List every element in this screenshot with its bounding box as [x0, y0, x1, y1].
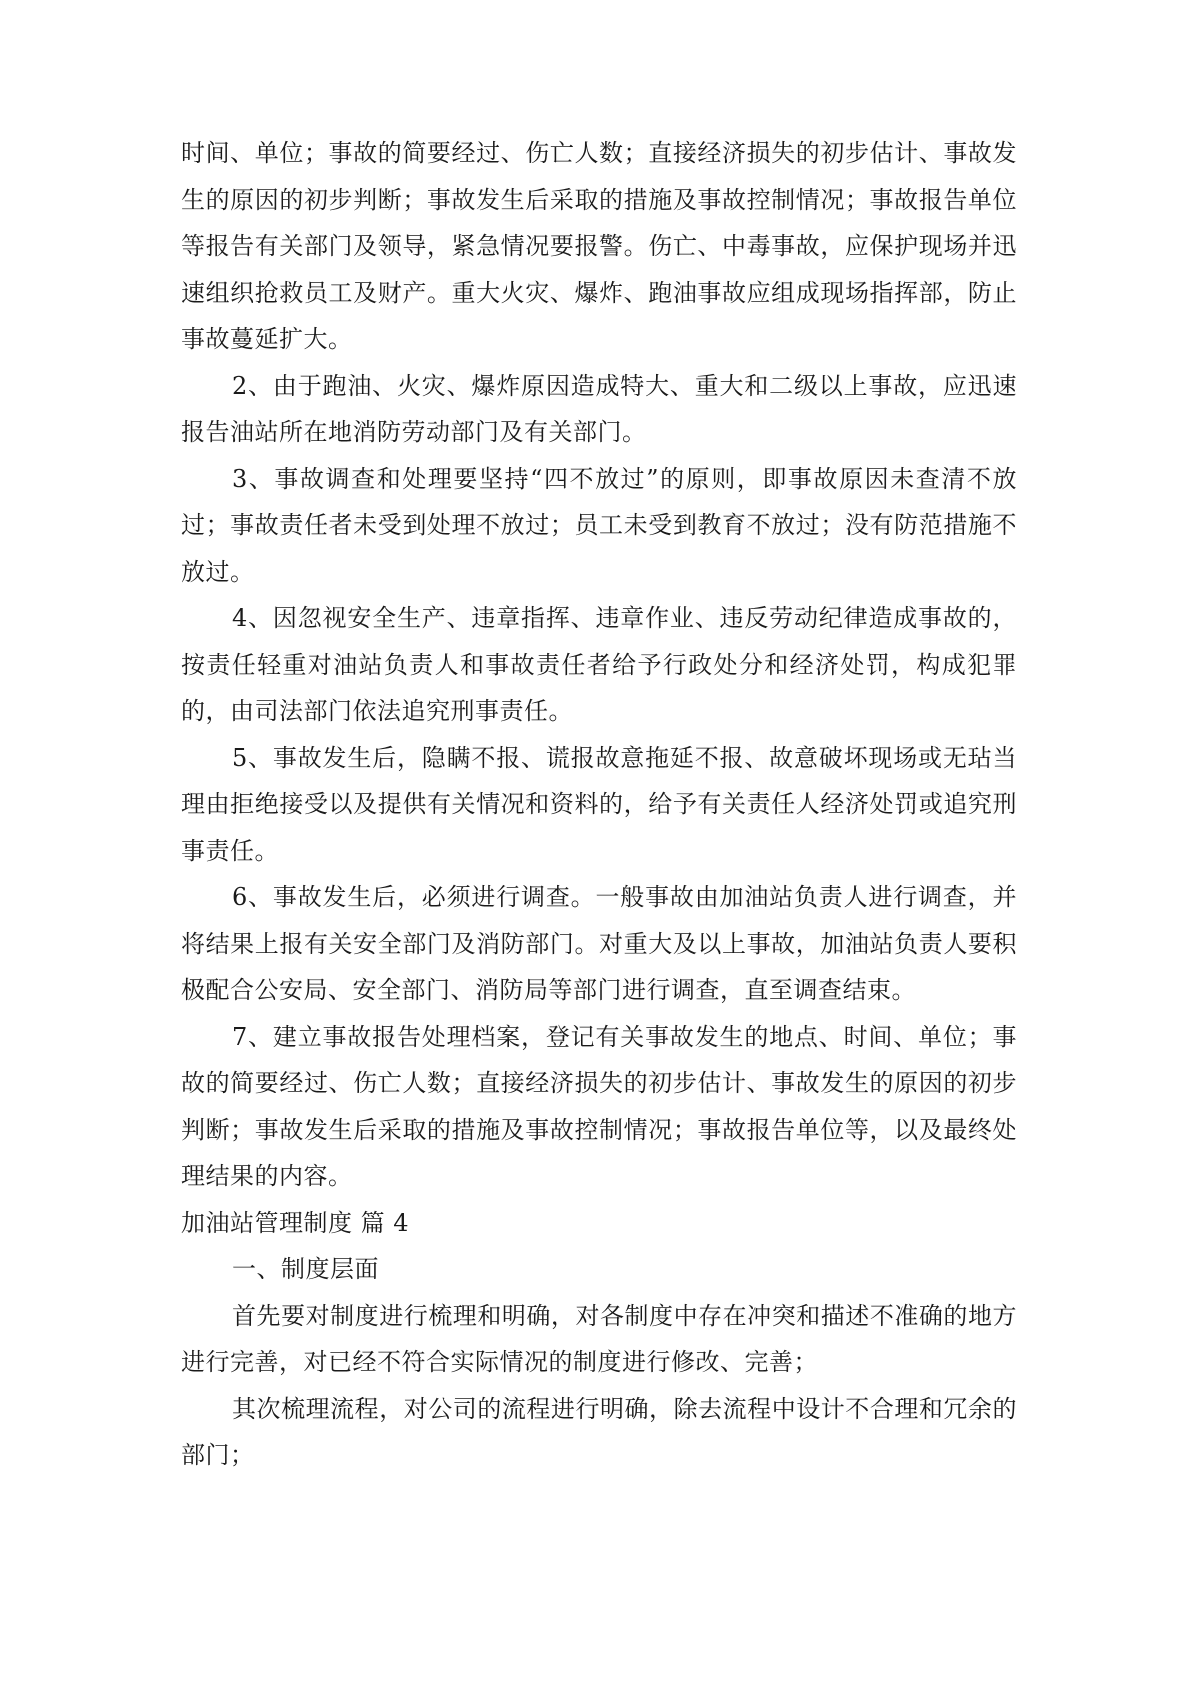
paragraph-item-2: 2、由于跑油、火灾、爆炸原因造成特大、重大和二级以上事故，应迅速报告油站所在地消防劳动部门及有关部门。 — [181, 371, 1017, 446]
paragraph-second: 其次梳理流程，对公司的流程进行明确，除去流程中设计不合理和冗余的部门； — [181, 1394, 1017, 1469]
document-body — [181, 130, 1017, 1479]
section-title: 加油站管理制度 篇 4 — [181, 1208, 410, 1237]
paragraph-item-4: 4、因忽视安全生产、违章指挥、违章作业、违反劳动纪律造成事故的，按责任轻重对油站负责人和事故责任者给予行政处分和经济处罚，构成犯罪的，由司法部门依法追究刑事责任。 — [181, 604, 1017, 725]
subsection-title: 一、制度层面 — [232, 1255, 379, 1283]
paragraph-item-7: 7、建立事故报告处理档案，登记有关事故发生的地点、时间、单位；事故的简要经过、伤亡人数；直接经济损失的初步估计、事故发生的原因的初步判断；事故发生后采取的措施及事故控制情况；事故报告单位等，以及最终处理结果的内容。 — [181, 1022, 1017, 1190]
paragraph-first: 首先要对制度进行梳理和明确，对各制度中存在冲突和描述不准确的地方进行完善，对已经不符合实际情况的制度进行修改、完善； — [181, 1301, 1017, 1376]
paragraph-item-6: 6、事故发生后，必须进行调查。一般事故由加油站负责人进行调查，并将结果上报有关安全部门及消防部门。对重大及以上事故，加油站负责人要积极配合公安局、安全部门、消防局等部门进行调查，直至调查结束。 — [181, 883, 1017, 1004]
paragraph-continuation: 时间、单位；事故的简要经过、伤亡人数；直接经济损失的初步估计、事故发生的原因的初步判断；事故发生后采取的措施及事故控制情况；事故报告单位等报告有关部门及领导，紧急情况要报警。伤亡、中毒事故，应保护现场并迅速组织抢救员工及财产。重大火灾、爆炸、跑油事故应组成现场指挥部，防止事故蔓延扩大。 — [181, 139, 1017, 353]
paragraph-item-5: 5、事故发生后，隐瞒不报、谎报故意拖延不报、故意破坏现场或无玷当理由拒绝接受以及提供有关情况和资料的，给予有关责任人经济处罚或追究刑事责任。 — [181, 743, 1017, 865]
paragraph-item-3: 3、事故调查和处理要坚持“四不放过”的原则，即事故原因未查清不放过；事故责任者未受到处理不放过；员工未受到教育不放过；没有防范措施不放过。 — [181, 464, 1017, 586]
